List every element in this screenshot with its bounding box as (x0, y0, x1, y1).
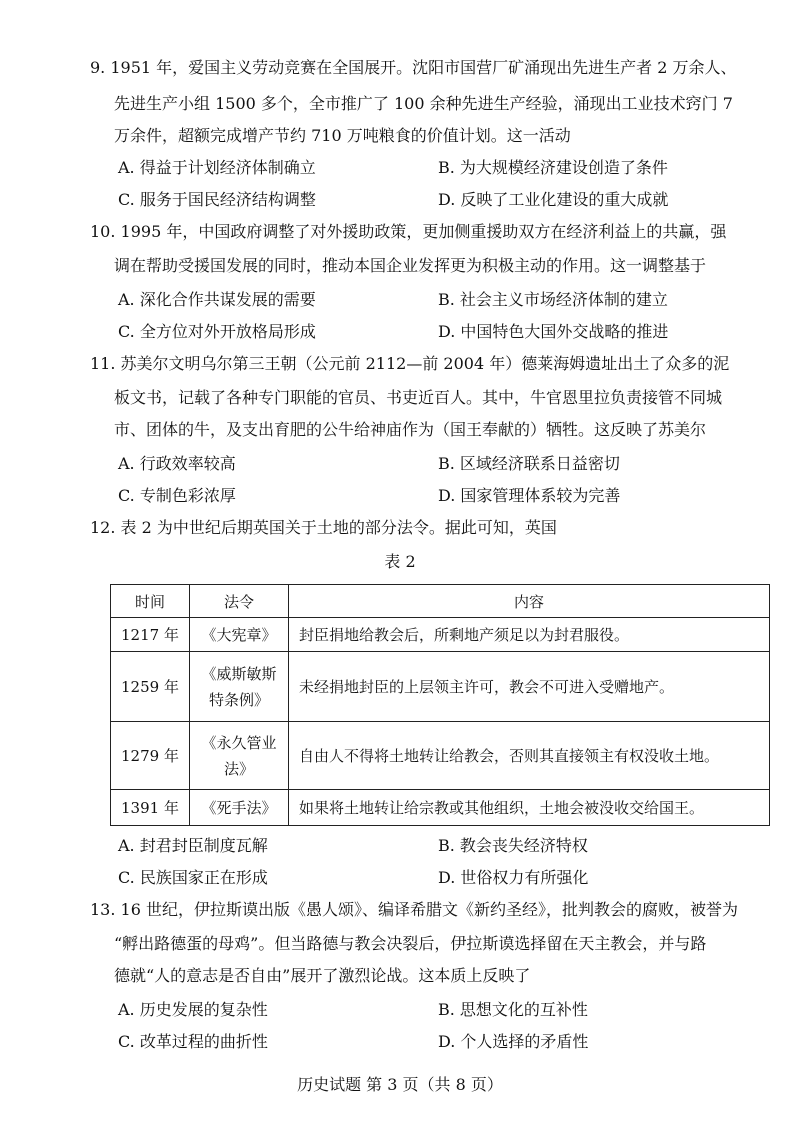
q9-line-2: 先进生产小组 1500 多个，全市推广了 100 余种先进生产经验，涌现出工业技术窍门 7 (114, 94, 733, 113)
row4-law: 《死手法》 (189, 790, 288, 826)
q11-option-d: D. 国家管理体系较为完善 (438, 486, 621, 505)
q12-option-a: A. 封君封臣制度瓦解 (118, 836, 268, 855)
table-row (111, 652, 770, 722)
table-header-content: 内容 (288, 585, 769, 618)
row3-content: 自由人不得将土地转让给教会，否则其直接领主有权没收土地。 (288, 722, 769, 790)
q13-option-d: D. 个人选择的矛盾性 (438, 1032, 589, 1051)
row4-content: 如果将土地转让给宗教或其他组织，土地会被没收交给国王。 (288, 790, 769, 826)
row1-time: 1217 年 (111, 618, 190, 652)
row3-time: 1279 年 (111, 722, 190, 790)
table-header-time: 时间 (111, 585, 190, 618)
row1-law: 《大宪章》 (189, 618, 288, 652)
q13-line-1: 13. 16 世纪，伊拉斯谟出版《愚人颂》、编译希腊文《新约圣经》，批判教会的腐败，被誉为 (90, 900, 738, 919)
q9-line-3: 万余件，超额完成增产节约 710 万吨粮食的价值计划。这一活动 (114, 126, 571, 145)
row2-time: 1259 年 (111, 652, 190, 722)
q11-line-1: 11. 苏美尔文明乌尔第三王朝（公元前 2112—前 2004 年）德莱海姆遗址出土了众多的泥 (90, 354, 730, 373)
law-table (110, 584, 770, 826)
q10-line-2: 调在帮助受援国发展的同时，推动本国企业发挥更为积极主动的作用。这一调整基于 (114, 256, 707, 275)
page-footer: 历史试题 第 3 页（共 8 页） (297, 1075, 503, 1094)
q10-option-b: B. 社会主义市场经济体制的建立 (438, 290, 668, 309)
row1-content: 封臣捐地给教会后，所剩地产须足以为封君服役。 (288, 618, 769, 652)
q13-line-2: “孵出路德蛋的母鸡”。但当路德与教会决裂后，伊拉斯谟选择留在天主教会，并与路 (114, 934, 707, 953)
q13-option-c: C. 改革过程的曲折性 (118, 1032, 268, 1051)
q9-option-c: C. 服务于国民经济结构调整 (118, 190, 316, 209)
q11-line-2: 板文书，记载了各种专门职能的官员、书吏近百人。其中，牛官恩里拉负责接管不同城 (114, 388, 723, 407)
q9-option-d: D. 反映了工业化建设的重大成就 (438, 190, 669, 209)
row4-time: 1391 年 (111, 790, 190, 826)
row3-law: 《永久管业法》 (189, 722, 288, 790)
row2-law: 《威斯敏斯特条例》 (189, 652, 288, 722)
q9-option-b: B. 为大规模经济建设创造了条件 (438, 158, 668, 177)
table-row (111, 618, 770, 652)
table-row (111, 790, 770, 826)
q11-option-a: A. 行政效率较高 (118, 454, 236, 473)
q11-option-b: B. 区域经济联系日益密切 (438, 454, 620, 473)
q13-option-a: A. 历史发展的复杂性 (118, 1000, 268, 1019)
row2-content: 未经捐地封臣的上层领主许可，教会不可进入受赠地产。 (288, 652, 769, 722)
table-row (111, 722, 770, 790)
q10-option-c: C. 全方位对外开放格局形成 (118, 322, 316, 341)
q11-line-3: 市、团体的牛，及支出育肥的公牛给神庙作为（国王奉献的）牺牲。这反映了苏美尔 (114, 420, 707, 439)
q13-option-b: B. 思想文化的互补性 (438, 1000, 588, 1019)
table-header-law: 法令 (189, 585, 288, 618)
q12-option-b: B. 教会丧失经济特权 (438, 836, 588, 855)
q10-line-1: 10. 1995 年，中国政府调整了对外援助政策，更加侧重援助双方在经济利益上的共赢，强 (90, 222, 727, 241)
table-header-row (111, 585, 770, 618)
q10-option-d: D. 中国特色大国外交战略的推进 (438, 322, 669, 341)
q10-option-a: A. 深化合作共谋发展的需要 (118, 290, 316, 309)
q9-option-a: A. 得益于计划经济体制确立 (118, 158, 316, 177)
table-caption: 表 2 (384, 552, 416, 571)
q9-line-1: 9. 1951 年，爱国主义劳动竞赛在全国展开。沈阳市国营厂矿涌现出先进生产者 2 万余人、 (90, 58, 737, 77)
q12-option-c: C. 民族国家正在形成 (118, 868, 268, 887)
q11-option-c: C. 专制色彩浓厚 (118, 486, 236, 505)
q12-option-d: D. 世俗权力有所强化 (438, 868, 589, 887)
q13-line-3: 德就“人的意志是否自由”展开了激烈论战。这本质上反映了 (114, 966, 531, 985)
q12-line-1: 12. 表 2 为中世纪后期英国关于土地的部分法令。据此可知，英国 (90, 518, 557, 537)
